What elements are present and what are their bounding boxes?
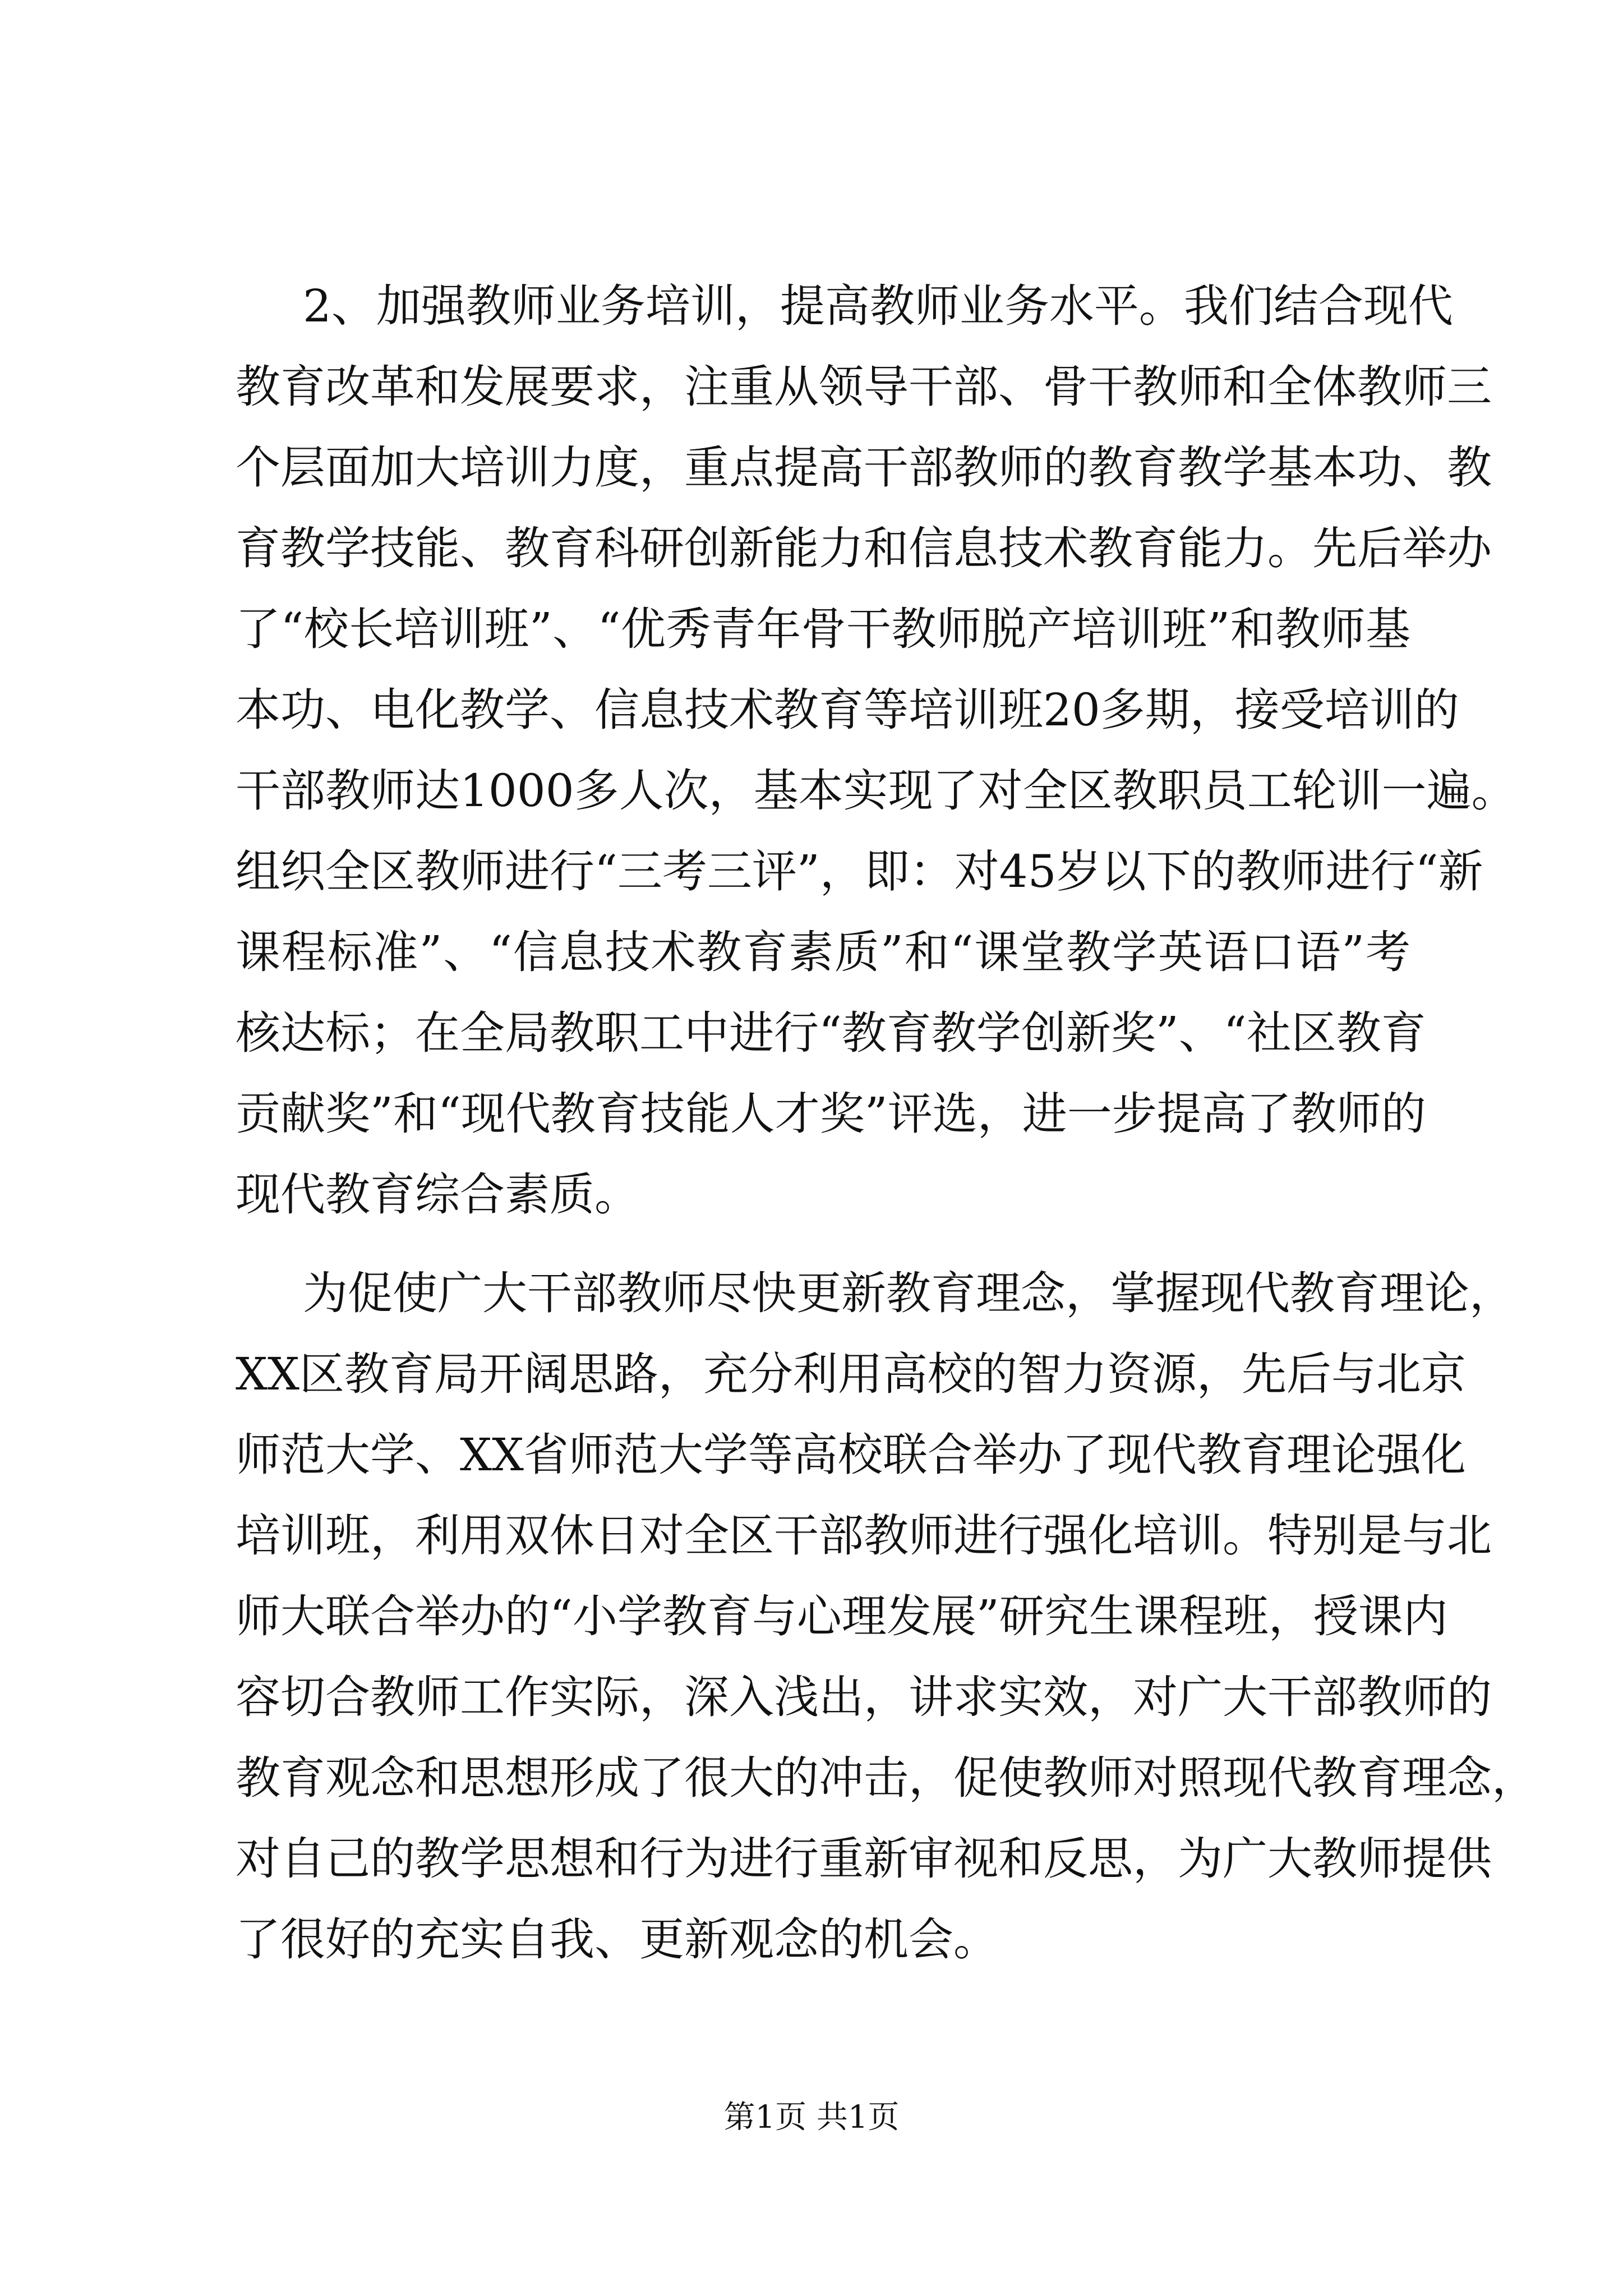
paragraph-2 <box>236 1253 1537 1980</box>
paragraph-line: XX区教育局开阔思路，充分利用高校的智力资源，先后与北京 <box>236 1348 1466 1400</box>
paragraph-line: 师范大学、XX省师范大学等高校联合举办了现代教育理论强化 <box>236 1429 1466 1481</box>
paragraph-line: 育教学技能、教育科研创新能力和信息技术教育能力。先后举办 <box>236 522 1492 574</box>
paragraph-spacer <box>236 1235 1410 1253</box>
paragraph-1 <box>236 266 1516 1235</box>
paragraph-line: 对自己的教学思想和行为进行重新审视和反思，为广大教师提供 <box>236 1833 1492 1885</box>
paragraph-line: 干部教师达1000多人次，基本实现了对全区教职员工轮训一遍。 <box>236 765 1516 817</box>
paragraph-line: 现代教育综合素质。 <box>236 1168 639 1221</box>
paragraph-line: 教育观念和思想形成了很大的冲击，促使教师对照现代教育理念， <box>236 1752 1537 1804</box>
document-body <box>236 266 1537 1980</box>
paragraph-line: 了很好的充实自我、更新观念的机会。 <box>236 1913 998 1966</box>
paragraph-line: 培训班，利用双休日对全区干部教师进行强化培训。特别是与北 <box>236 1510 1492 1562</box>
paragraph-line: 了“校长培训班”、“优秀青年骨干教师脱产培训班”和教师基 <box>236 603 1410 655</box>
paragraph-line: 贡献奖”和“现代教育技能人才奖”评选，进一步提高了教师的 <box>236 1088 1426 1140</box>
paragraph-line: 本功、电化教学、信息技术教育等培训班20多期，接受培训的 <box>236 684 1459 736</box>
paragraph-line: 课程标准”、“信息技术教育素质”和“课堂教学英语口语”考 <box>236 926 1410 978</box>
page-number-footer: 第1页 共1页 <box>723 2099 900 2136</box>
paragraph-line: 容切合教师工作实际，深入浅出，讲求实效，对广大干部教师的 <box>236 1671 1492 1723</box>
paragraph-line: 教育改革和发展要求，注重从领导干部、骨干教师和全体教师三 <box>236 361 1492 413</box>
paragraph-line: 个层面加大培训力度，重点提高干部教师的教育教学基本功、教 <box>236 441 1492 494</box>
paragraph-line: 组织全区教师进行“三考三评”，即：对45岁以下的教师进行“新 <box>236 845 1483 898</box>
paragraph-line: 师大联合举办的“小学教育与心理发展”研究生课程班，授课内 <box>236 1590 1448 1642</box>
paragraph-line: 2、加强教师业务培训，提高教师业务水平。我们结合现代 <box>303 280 1453 332</box>
paragraph-line: 为促使广大干部教师尽快更新教育理念，掌握现代教育理论， <box>303 1267 1514 1319</box>
paragraph-line: 核达标；在全局教职工中进行“教育教学创新奖”、“社区教育 <box>236 1007 1426 1059</box>
